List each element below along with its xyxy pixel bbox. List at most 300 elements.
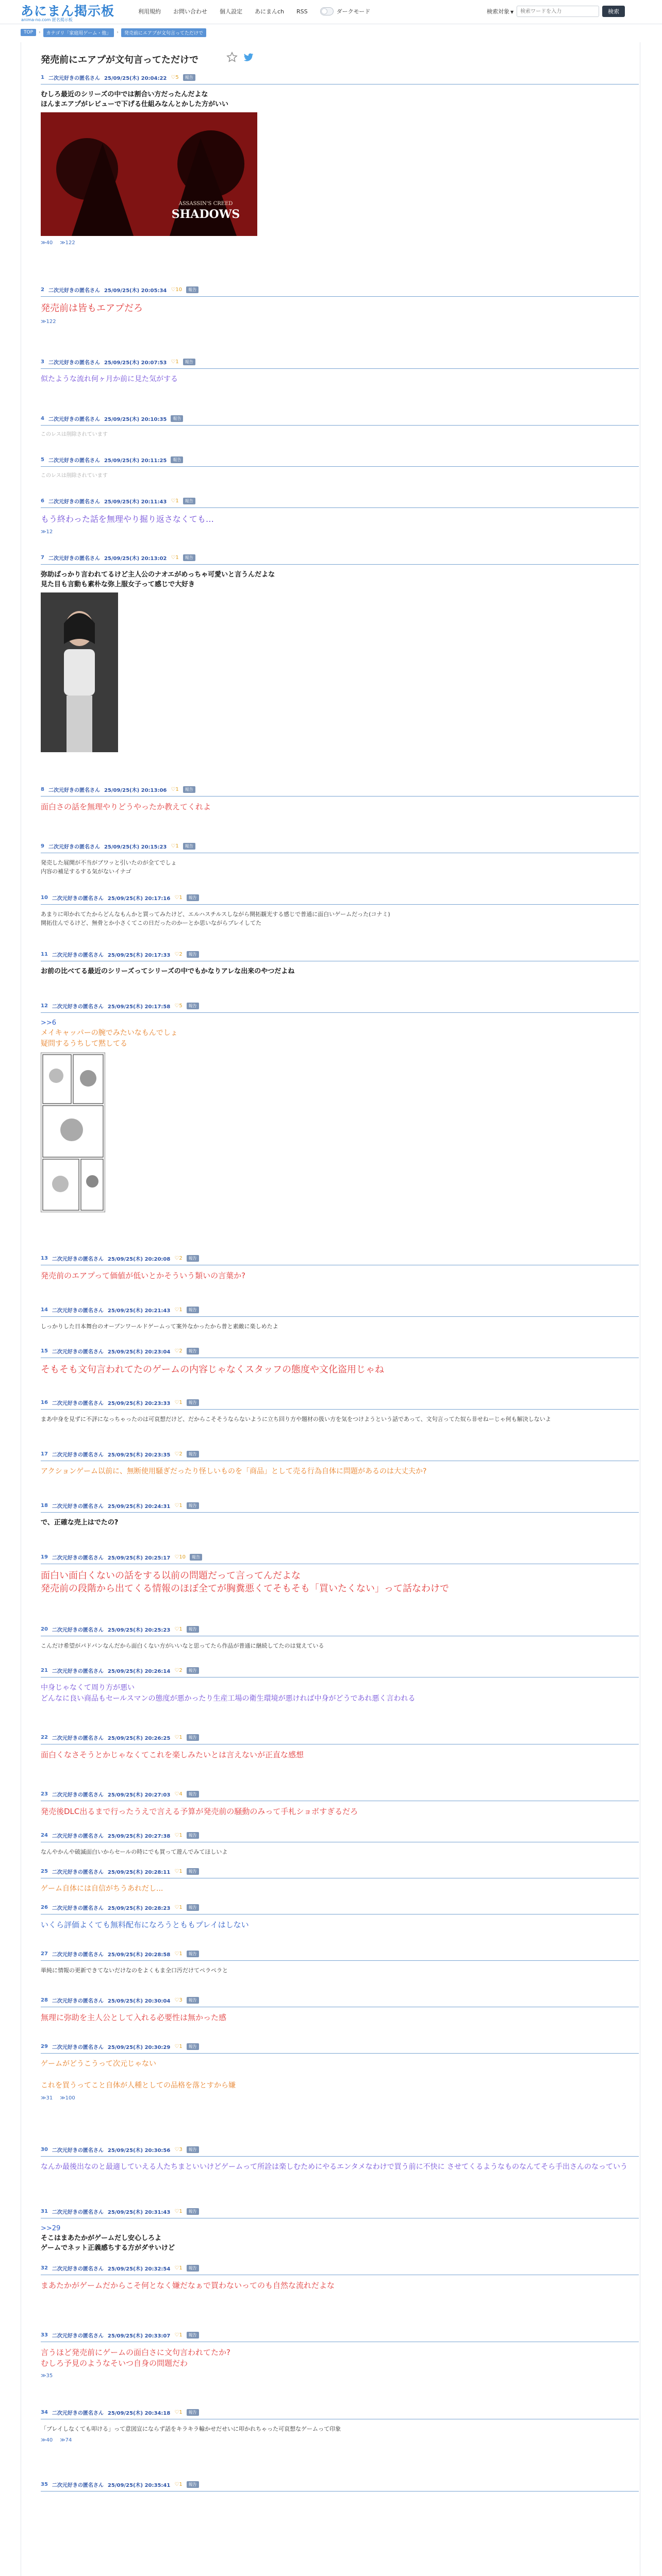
post-text-line: ゲーム自体には自信がちうあれだし... xyxy=(41,1885,163,1893)
post-date: 25/09/25(木) 20:24:31 xyxy=(107,1503,171,1510)
like-count[interactable] xyxy=(174,2147,182,2153)
report-button[interactable]: 報告 xyxy=(187,1451,199,1458)
like-count[interactable] xyxy=(171,787,178,792)
reply-anchor-link[interactable]: >>6 xyxy=(41,1019,57,1027)
report-button[interactable]: 報告 xyxy=(187,951,199,958)
like-count[interactable] xyxy=(174,1451,182,1457)
post xyxy=(41,2144,639,2173)
post-header xyxy=(41,1346,639,1356)
post-header xyxy=(41,1624,639,1634)
report-button[interactable]: 報告 xyxy=(183,498,195,504)
heart-icon: ♡ xyxy=(174,894,179,901)
reply-link[interactable]: ≫100 xyxy=(60,2095,75,2101)
like-count[interactable] xyxy=(171,359,178,365)
post xyxy=(41,1346,639,1376)
post-number[interactable]: 8 xyxy=(41,786,44,792)
post-number[interactable]: 34 xyxy=(41,2409,48,2415)
poster-name: 二次元好きの匿名さん xyxy=(52,1792,104,1798)
nav-contact[interactable]: お問い合わせ xyxy=(173,8,207,15)
like-count[interactable] xyxy=(174,2332,182,2338)
post-number[interactable]: 28 xyxy=(41,1997,48,2003)
post-body xyxy=(41,1750,639,1760)
report-button[interactable]: 報告 xyxy=(187,2409,199,2416)
like-value: 1 xyxy=(179,1307,183,1313)
post-date: 25/09/25(木) 20:21:43 xyxy=(107,1308,171,1314)
post-date: 25/09/25(木) 20:28:58 xyxy=(107,1952,171,1958)
post-body xyxy=(41,2012,639,2023)
post-text-line: まあ中身を見ずに不評になっちゃったのは可哀想だけど、だからこそそうならないように立ち回り方や題材の扱い方を気をつけようという話であって、文句言ってた奴ら非せねーじゃ何も解決しないよ xyxy=(41,1416,551,1422)
post-number[interactable]: 24 xyxy=(41,1832,48,1838)
post-number[interactable]: 10 xyxy=(41,894,48,901)
post-header xyxy=(41,1732,639,1742)
search-input[interactable] xyxy=(517,6,599,17)
breadcrumb-top[interactable]: TOP xyxy=(21,29,36,36)
post-date: 25/09/25(木) 20:27:38 xyxy=(107,1833,171,1839)
post-number[interactable]: 30 xyxy=(41,2146,48,2153)
nav-settings[interactable]: 個人設定 xyxy=(220,8,242,15)
report-button[interactable]: 報告 xyxy=(187,1832,199,1839)
post-number[interactable]: 2 xyxy=(41,286,44,293)
poster-name: 二次元好きの匿名さん xyxy=(52,1905,104,1911)
post xyxy=(41,784,639,812)
post-body xyxy=(41,1683,639,1704)
post-header xyxy=(41,1789,639,1799)
poster-name: 二次元好きの匿名さん xyxy=(52,2266,104,2272)
post-header xyxy=(41,1304,639,1315)
post-text-line xyxy=(41,2070,639,2080)
reply-anchor-link[interactable]: >>29 xyxy=(41,2225,61,2232)
heart-icon: ♡ xyxy=(174,1626,179,1632)
poster-name: 二次元好きの匿名さん xyxy=(52,1833,104,1839)
post-number[interactable]: 15 xyxy=(41,1348,48,1354)
post-text-line: お前の比べてる最近のシリーズってシリーズの中でもかなりアレな出来のやつだよね xyxy=(41,968,295,975)
reply-link[interactable]: ≫12 xyxy=(41,529,53,535)
reply-link[interactable]: ≫74 xyxy=(60,2437,72,2443)
heart-icon: ♡ xyxy=(174,1307,179,1313)
report-button[interactable]: 報告 xyxy=(187,1868,199,1875)
like-count[interactable] xyxy=(174,2265,182,2271)
post-body xyxy=(41,967,639,976)
report-button[interactable]: 報告 xyxy=(187,1348,199,1354)
like-count[interactable] xyxy=(174,1003,182,1009)
post-number[interactable]: 32 xyxy=(41,2265,48,2271)
post-number[interactable]: 25 xyxy=(41,1868,48,1874)
breadcrumb-separator: › xyxy=(39,30,41,35)
post-text-line: 疑問するうちして黙してる xyxy=(41,1040,127,1048)
report-button[interactable]: 報告 xyxy=(187,1667,199,1674)
reply-links xyxy=(41,2095,639,2101)
nav-animan-ch[interactable]: あにまんch xyxy=(255,8,285,15)
post-date: 25/09/25(木) 20:26:25 xyxy=(107,1735,171,1741)
like-count[interactable] xyxy=(174,1503,182,1509)
post-body xyxy=(41,1884,639,1894)
like-count[interactable] xyxy=(171,843,178,849)
post-divider xyxy=(41,1012,639,1013)
report-button[interactable]: 報告 xyxy=(186,286,198,293)
report-button[interactable]: 報告 xyxy=(187,2481,199,2488)
post-body xyxy=(41,2280,639,2291)
post xyxy=(41,949,639,976)
post xyxy=(41,1001,639,1212)
like-value: 1 xyxy=(175,786,179,792)
report-button[interactable]: 報告 xyxy=(183,359,195,365)
report-button[interactable]: 報告 xyxy=(171,415,183,422)
post-divider xyxy=(41,1409,639,1410)
post-number[interactable]: 20 xyxy=(41,1626,48,1632)
search-type-label: 検索対象 xyxy=(487,8,509,15)
post-body xyxy=(41,1270,639,1281)
post-date: 25/09/25(木) 20:05:34 xyxy=(104,287,167,294)
reply-link[interactable]: ≫31 xyxy=(41,2095,53,2101)
post-header xyxy=(41,2263,639,2273)
like-count[interactable] xyxy=(174,1668,182,1673)
heart-icon: ♡ xyxy=(171,554,176,561)
poster-name: 二次元好きの匿名さん xyxy=(48,75,100,81)
post-body xyxy=(41,2224,639,2253)
report-button[interactable]: 報告 xyxy=(190,1554,202,1561)
post-body xyxy=(41,1806,639,1817)
poster-name: 二次元好きの匿名さん xyxy=(52,1555,104,1561)
post-text-line: 単純に情報の更新できてないだけなのをよくもま全口汚だけてペラペラと xyxy=(41,1967,228,1974)
poster-name: 二次元好きの匿名さん xyxy=(48,287,100,294)
post-body xyxy=(41,90,639,246)
post-text-line: いくら評価よくても無料配布になろうとももプレイはしない xyxy=(41,1920,249,1929)
report-button[interactable]: 報告 xyxy=(187,2265,199,2272)
post-divider xyxy=(41,296,639,297)
report-button[interactable]: 報告 xyxy=(187,1399,199,1406)
post-header xyxy=(41,1902,639,1912)
like-value: 3 xyxy=(179,2146,183,2153)
toggle-knob xyxy=(321,8,327,14)
like-count[interactable] xyxy=(174,1554,186,1560)
heart-icon: ♡ xyxy=(171,498,176,504)
post-body xyxy=(41,1518,639,1528)
post-body xyxy=(41,802,639,812)
post-body xyxy=(41,2425,639,2443)
nav-terms[interactable]: 利用規約 xyxy=(138,8,161,15)
post-text-line: 発売前は皆もエアプだろ xyxy=(41,303,143,314)
post-divider xyxy=(41,368,639,369)
post-date: 25/09/25(木) 20:28:23 xyxy=(107,1905,171,1911)
poster-name: 二次元好きの匿名さん xyxy=(48,360,100,366)
like-value: 1 xyxy=(179,1832,183,1838)
report-button[interactable]: 報告 xyxy=(187,1904,199,1911)
like-count[interactable] xyxy=(174,1791,182,1797)
report-button[interactable]: 報告 xyxy=(183,554,195,561)
heart-icon: ♡ xyxy=(174,2043,179,2049)
post-header xyxy=(41,892,639,903)
like-count[interactable] xyxy=(174,1400,182,1405)
post-body xyxy=(41,2347,639,2379)
post-divider xyxy=(41,1512,639,1513)
post-text-line: ほんまエアプがレビューで下げる仕組みなんとかした方がいい xyxy=(41,100,229,108)
poster-name: 二次元好きの匿名さん xyxy=(52,1256,104,1262)
report-button[interactable]: 報告 xyxy=(187,894,199,901)
post-number[interactable]: 6 xyxy=(41,498,44,504)
reply-link[interactable]: ≫35 xyxy=(41,2373,53,2379)
poster-name: 二次元好きの匿名さん xyxy=(52,1004,104,1010)
post-text-line: こんだけ希望がパドバンなんだから面白くない方がいいなと思ってたら作品が普通に継続してたのは覚えている xyxy=(41,1642,324,1649)
post-number[interactable]: 26 xyxy=(41,1904,48,1910)
post-number[interactable]: 21 xyxy=(41,1667,48,1673)
report-button[interactable]: 報告 xyxy=(187,1626,199,1633)
post-number[interactable]: 4 xyxy=(41,415,44,421)
post-number[interactable]: 18 xyxy=(41,1502,48,1509)
post xyxy=(41,2479,639,2497)
post-body xyxy=(41,1415,639,1423)
report-button[interactable]: 報告 xyxy=(187,1734,199,1741)
report-button[interactable]: 報告 xyxy=(187,2208,199,2215)
like-value: 1 xyxy=(179,2208,183,2214)
post-header xyxy=(41,2479,639,2489)
post xyxy=(41,552,639,752)
thread-container xyxy=(21,42,640,2576)
post xyxy=(41,1948,639,1975)
post xyxy=(41,1449,639,1477)
post-header xyxy=(41,1665,639,1675)
post-date: 25/09/25(木) 20:23:35 xyxy=(107,1452,171,1458)
post-text-line: 中身じゃなくて周り方が悪い xyxy=(41,1684,135,1692)
poster-name: 二次元好きの匿名さん xyxy=(48,416,100,422)
thread-title: 発売前にエアプが文句言ってただけで xyxy=(41,55,198,65)
like-value: 2 xyxy=(179,1667,183,1673)
post-date: 25/09/25(木) 20:15:23 xyxy=(104,844,167,850)
like-count[interactable] xyxy=(174,2482,182,2487)
post-number[interactable]: 22 xyxy=(41,1734,48,1740)
reply-link[interactable]: ≫122 xyxy=(60,240,75,246)
report-button[interactable]: 報告 xyxy=(183,786,195,793)
post xyxy=(41,2263,639,2291)
heart-icon: ♡ xyxy=(174,1951,179,1957)
post-body xyxy=(41,374,639,385)
post-date: 25/09/25(木) 20:17:58 xyxy=(107,1004,171,1010)
dark-mode-toggle[interactable] xyxy=(320,7,334,15)
search-type-select[interactable] xyxy=(487,7,514,15)
like-value: 10 xyxy=(179,1554,186,1560)
post-number[interactable]: 27 xyxy=(41,1951,48,1957)
post-text-line: 面白さの話を無理やりどうやったか教えてくれよ xyxy=(41,802,211,811)
poster-name: 二次元好きの匿名さん xyxy=(52,1627,104,1633)
post xyxy=(41,413,639,439)
like-value: 2 xyxy=(179,1348,183,1354)
post-header xyxy=(41,1948,639,1959)
nav-rss[interactable]: RSS xyxy=(296,8,308,15)
post xyxy=(41,1830,639,1856)
heart-icon: ♡ xyxy=(174,2409,179,2415)
post-number[interactable]: 19 xyxy=(41,1554,48,1560)
poster-name: 二次元好きの匿名さん xyxy=(48,787,100,793)
post xyxy=(41,454,639,480)
post-header xyxy=(41,1866,639,1876)
post xyxy=(41,1253,639,1281)
poster-name: 二次元好きの匿名さん xyxy=(52,1400,104,1406)
post-header xyxy=(41,72,639,82)
like-count[interactable] xyxy=(174,1626,182,1632)
post-divider xyxy=(41,1960,639,1961)
post-body xyxy=(41,910,639,927)
post-number[interactable]: 1 xyxy=(41,74,44,80)
breadcrumb-category[interactable]: カテゴリ「家庭用ゲーム・他」 xyxy=(43,28,114,37)
post-text-line: アクションゲーム以前に、無断使用騒ぎだったり怪しいものを「商品」として売る行為自体に問題があるのは大丈夫か? xyxy=(41,1467,427,1476)
report-button[interactable]: 報告 xyxy=(171,456,183,463)
heart-icon: ♡ xyxy=(174,2332,179,2338)
post-header xyxy=(41,841,639,851)
manga-page-image[interactable] xyxy=(41,1053,105,1212)
twitter-icon[interactable] xyxy=(243,52,254,63)
post-number[interactable]: 13 xyxy=(41,1255,48,1261)
post-body xyxy=(41,1018,639,1212)
star-icon[interactable] xyxy=(226,52,238,63)
post-text-line: 見た目も言動も素朴な弥上服女子って感じで大好き xyxy=(41,581,195,588)
breadcrumb-thread[interactable]: 発売前にエアプが文句言ってただけで xyxy=(121,28,206,37)
post-text-line: 内容の補足するする気がないイナゴ xyxy=(41,868,131,875)
post-number[interactable]: 14 xyxy=(41,1307,48,1313)
like-count[interactable] xyxy=(171,75,178,80)
like-count[interactable] xyxy=(174,1951,182,1957)
poster-name: 二次元好きの匿名さん xyxy=(52,2410,104,2416)
chevron-down-icon: ▼ xyxy=(510,10,514,14)
like-value: 2 xyxy=(179,1451,183,1457)
post-number[interactable]: 3 xyxy=(41,359,44,365)
report-button[interactable]: 報告 xyxy=(187,1255,199,1262)
post-body xyxy=(41,513,639,535)
like-count[interactable] xyxy=(174,2209,182,2214)
post-number[interactable]: 5 xyxy=(41,456,44,463)
post-body xyxy=(41,1322,639,1331)
reply-link[interactable]: ≫122 xyxy=(41,319,56,325)
heart-icon: ♡ xyxy=(171,359,176,365)
post-text-line: 発売前のエアプって価値が低いとかそういう類いの言葉か? xyxy=(41,1271,246,1280)
post xyxy=(41,1500,639,1528)
post-text-line: 無理に弥助を主人公として入れる必要性は無かった感 xyxy=(41,2013,227,2022)
post-header xyxy=(41,1397,639,1408)
like-count[interactable] xyxy=(174,2410,182,2415)
like-count[interactable] xyxy=(174,1348,182,1354)
post-text-line: もう終わった話を無理やり掘り返さなくても… xyxy=(41,514,214,524)
character-photo-image[interactable] xyxy=(41,592,118,752)
post-number[interactable]: 33 xyxy=(41,2332,48,2338)
like-count[interactable] xyxy=(174,895,182,901)
like-value: 1 xyxy=(179,894,183,901)
post-text-line: そこはまあたかがゲームだし安心しろよ xyxy=(41,2234,162,2242)
report-button[interactable]: 報告 xyxy=(187,1307,199,1313)
like-value: 1 xyxy=(179,1399,183,1405)
like-value: 1 xyxy=(179,2481,183,2487)
post-number[interactable]: 35 xyxy=(41,2481,48,2487)
post-number[interactable]: 29 xyxy=(41,2043,48,2049)
report-button[interactable]: 報告 xyxy=(183,843,195,850)
post-text-line: そもそも文句言われてたのゲームの内容じゃなくスタッフの態度や文化盗用じゃね xyxy=(41,1364,384,1375)
reply-links xyxy=(41,319,639,325)
like-count[interactable] xyxy=(174,2044,182,2049)
post-text-line: このレスは削除されています xyxy=(41,473,108,479)
site-logo[interactable] xyxy=(21,1,115,23)
report-button[interactable]: 報告 xyxy=(183,74,195,81)
post-number[interactable]: 9 xyxy=(41,843,44,849)
report-button[interactable]: 報告 xyxy=(187,2043,199,2050)
post-header xyxy=(41,1995,639,2005)
post-text-line: むしろ最近のシリーズの中では割合い方だったんだよな xyxy=(41,91,208,98)
post-header xyxy=(41,2041,639,2052)
post-body xyxy=(41,472,639,480)
post-number[interactable]: 7 xyxy=(41,554,44,561)
heart-icon: ♡ xyxy=(174,1348,179,1354)
like-count[interactable] xyxy=(174,1307,182,1313)
post-number[interactable]: 31 xyxy=(41,2208,48,2214)
post-date: 25/09/25(木) 20:10:35 xyxy=(104,416,167,422)
post-header xyxy=(41,413,639,423)
post-number[interactable]: 12 xyxy=(41,1003,48,1009)
report-button[interactable]: 報告 xyxy=(187,2332,199,2338)
report-button[interactable]: 報告 xyxy=(187,1997,199,2004)
post-divider xyxy=(41,564,639,565)
like-count[interactable] xyxy=(174,1833,182,1838)
post-number[interactable]: 16 xyxy=(41,1399,48,1405)
heart-icon: ♡ xyxy=(174,1832,179,1838)
post-text-line: 言うほど発売前にゲームの面白さに文句言われてたか? xyxy=(41,2348,230,2357)
post-text-line: 弥助ばっかり言われてるけど主人公のナオエがめっちゃ可愛いと言うんだよな xyxy=(41,571,275,579)
like-value: 3 xyxy=(179,1997,183,2003)
like-count[interactable] xyxy=(171,287,182,293)
heart-icon: ♡ xyxy=(174,2208,179,2214)
like-count[interactable] xyxy=(174,1997,182,2003)
post-date: 25/09/25(木) 20:04:22 xyxy=(104,75,167,81)
reply-links xyxy=(41,2373,639,2379)
post xyxy=(41,357,639,385)
poster-name: 二次元好きの匿名さん xyxy=(52,2482,104,2488)
report-button[interactable]: 報告 xyxy=(187,2146,199,2153)
search-button[interactable]: 検索 xyxy=(602,6,625,17)
post-number[interactable]: 23 xyxy=(41,1791,48,1797)
like-count[interactable] xyxy=(174,1905,182,1910)
like-count[interactable] xyxy=(171,555,178,561)
post-body xyxy=(41,302,639,325)
post-date: 25/09/25(木) 20:17:33 xyxy=(107,952,171,958)
like-count[interactable] xyxy=(174,1869,182,1874)
post-date: 25/09/25(木) 20:11:25 xyxy=(104,457,167,464)
reply-link[interactable]: ≫40 xyxy=(41,2437,53,2443)
report-button[interactable]: 報告 xyxy=(187,1951,199,1957)
game-key-art-image[interactable] xyxy=(41,112,257,236)
post-divider xyxy=(41,425,639,426)
like-value: 1 xyxy=(179,2043,183,2049)
post-number[interactable]: 17 xyxy=(41,1451,48,1457)
report-button[interactable]: 報告 xyxy=(187,1791,199,1798)
report-button[interactable]: 報告 xyxy=(187,1502,199,1509)
post-text-line: 発売前の段階から出てくる情報のほぼ全てが胸糞悪くてそもそも「買いたくない」って話なわけで xyxy=(41,1583,449,1594)
reply-link[interactable]: ≫40 xyxy=(41,240,53,246)
post-number[interactable]: 11 xyxy=(41,951,48,957)
like-value: 1 xyxy=(175,498,179,504)
post-text-line: なんやかんや破滅面白いからセールの時にでも買って遊んでみてほしいよ xyxy=(41,1849,228,1855)
post xyxy=(41,1866,639,1894)
like-count[interactable] xyxy=(174,1256,182,1261)
poster-name: 二次元好きの匿名さん xyxy=(48,457,100,464)
logo-subtext: anima-no.com 匿名掲示板 xyxy=(21,18,73,22)
like-count[interactable] xyxy=(174,952,182,957)
post xyxy=(41,72,639,246)
heart-icon: ♡ xyxy=(171,74,176,80)
like-value: 1 xyxy=(179,1868,183,1874)
poster-name: 二次元好きの匿名さん xyxy=(52,1869,104,1875)
like-count[interactable] xyxy=(171,498,178,504)
post-date: 25/09/25(木) 20:25:17 xyxy=(107,1555,171,1561)
post-header xyxy=(41,1552,639,1562)
report-button[interactable]: 報告 xyxy=(187,1003,199,1009)
post xyxy=(41,841,639,876)
like-count[interactable] xyxy=(174,1735,182,1740)
like-value: 1 xyxy=(179,1734,183,1740)
